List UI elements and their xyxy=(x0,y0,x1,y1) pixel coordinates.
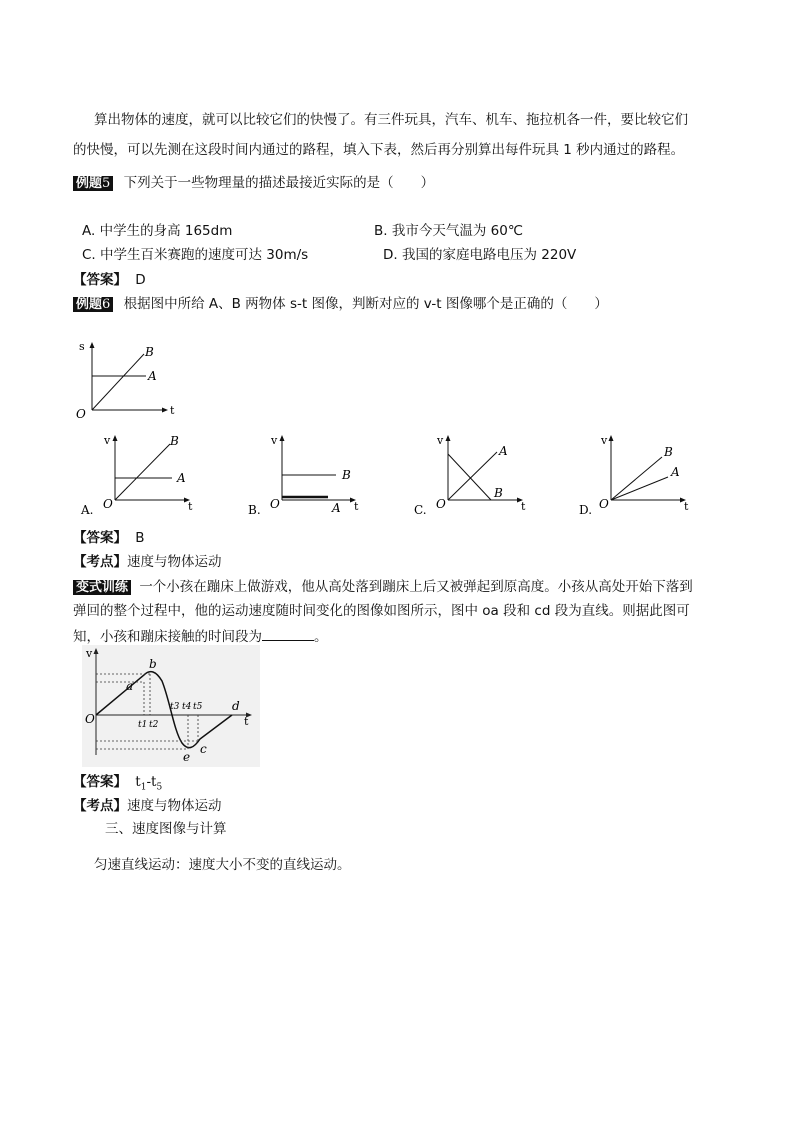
variant-text-1: 一个小孩在蹦床上做游戏，他从高处落到蹦床上后又被弹起到原高度。小孩从高处开始下落到 xyxy=(139,579,693,595)
line-b-label: B xyxy=(664,445,673,459)
line-b xyxy=(92,354,144,410)
v-label: v xyxy=(86,647,93,660)
line-a xyxy=(611,477,668,500)
origin-label: O xyxy=(103,497,113,511)
line-b-label: B xyxy=(494,486,503,500)
option-b-graph xyxy=(246,430,366,520)
intro-line-1: 算出物体的速度，就可以比较它们的快慢了。有三件玩具，汽车、机车、拖拉机各一件，要比较它们 xyxy=(94,112,688,128)
t-axis-arrow-icon xyxy=(162,408,168,413)
line-a-label: A xyxy=(148,369,157,383)
example-6-answer-line xyxy=(73,529,145,547)
trampoline-v-t-graph xyxy=(82,645,260,767)
section-3-text: 匀速直线运动：速度大小不变的直线运动。 xyxy=(94,857,351,873)
point-label: 【考点】 xyxy=(73,798,127,814)
origin-label: O xyxy=(270,497,280,511)
point-value: 速度与物体运动 xyxy=(127,798,222,814)
option-b-label: B. xyxy=(248,503,261,517)
example-5-option-b: B. 我市今天气温为 60℃ xyxy=(374,223,523,239)
variant-point-line xyxy=(73,797,222,815)
t1-label: t1 xyxy=(138,720,148,730)
section-3-heading: 三、速度图像与计算 xyxy=(105,821,227,837)
answer-value: $t_1-t_5$ xyxy=(135,774,163,793)
origin-label: O xyxy=(85,712,95,726)
variant-answer-line xyxy=(73,773,162,797)
t2-label: t2 xyxy=(149,720,159,730)
example-5-question-line xyxy=(73,174,434,192)
line-b xyxy=(611,457,662,500)
point-label: 【考点】 xyxy=(73,554,127,570)
line-b xyxy=(115,444,170,500)
v-axis-arrow-icon xyxy=(446,435,451,441)
line-a-label: A xyxy=(177,471,186,485)
line-b-label: B xyxy=(342,468,351,482)
point-e-label: e xyxy=(183,750,191,764)
v-axis-arrow-icon xyxy=(609,435,614,441)
example-6-question-line xyxy=(73,295,608,313)
answer-value: B xyxy=(135,530,145,546)
v-axis-arrow-icon xyxy=(113,435,118,441)
line-a-label: A xyxy=(332,501,341,515)
example-6-tag: 例题6 xyxy=(73,297,113,312)
answer-value: D xyxy=(135,272,146,288)
line-a xyxy=(448,452,497,500)
line-b-label: B xyxy=(145,345,154,359)
t-label: t xyxy=(521,500,526,513)
option-d-label: D. xyxy=(579,503,593,517)
example-5-option-a: A. 中学生的身高 165dm xyxy=(82,223,233,239)
example-5-option-d: D. 我国的家庭电路电压为 220V xyxy=(383,247,577,263)
option-a-label: A. xyxy=(81,503,94,517)
t4-label: t4 xyxy=(182,702,192,712)
t-label: t xyxy=(188,500,193,513)
t-label: t xyxy=(244,715,249,728)
v-label: v xyxy=(437,434,444,447)
option-c-graph xyxy=(411,430,531,520)
answer-blank xyxy=(262,626,314,641)
t-label: t xyxy=(354,500,359,513)
v-label: v xyxy=(104,434,111,447)
t5-label: t5 xyxy=(193,702,203,712)
point-a-label: a xyxy=(126,679,134,693)
t3-label: t3 xyxy=(170,702,180,712)
s-t-graph xyxy=(70,338,190,420)
v-label: v xyxy=(601,434,608,447)
s-label: s xyxy=(79,340,85,353)
s-axis-arrow-icon xyxy=(90,342,95,348)
line-b-label: B xyxy=(170,434,179,448)
variant-line-3 xyxy=(73,626,328,646)
example-5-question: 下列关于一些物理量的描述最接近实际的是（ ） xyxy=(123,175,435,191)
intro-line-2: 的快慢，可以先测在这段时间内通过的路程，填入下表，然后再分别算出每件玩具 1 秒内通过的路程。 xyxy=(73,142,685,158)
example-5-tag: 例题5 xyxy=(73,176,113,191)
t-label: t xyxy=(170,404,175,417)
origin-label: O xyxy=(599,497,609,511)
origin-label: O xyxy=(436,497,446,511)
line-a-label: A xyxy=(499,444,508,458)
example-5-option-c: C. 中学生百米赛跑的速度可达 30m/s xyxy=(82,247,309,263)
t-label: t xyxy=(684,500,689,513)
option-a-graph xyxy=(78,430,198,520)
variant-text-3: 知，小孩和蹦床接触的时间段为 xyxy=(73,629,262,645)
variant-tag: 变式训练 xyxy=(73,580,131,595)
point-d-label: d xyxy=(232,699,240,713)
answer-label: 【答案】 xyxy=(73,272,127,288)
v-axis-arrow-icon xyxy=(280,435,285,441)
v-label: v xyxy=(271,434,278,447)
option-c-label: C. xyxy=(414,503,427,517)
example-5-answer-line xyxy=(73,271,146,289)
point-b-label: b xyxy=(149,657,157,671)
line-a-label: A xyxy=(671,465,680,479)
variant-line-2: 弹回的整个过程中，他的运动速度随时间变化的图像如图所示，图中 oa 段和 cd 段为直线。则据此图可 xyxy=(73,603,690,619)
point-c-label: c xyxy=(200,742,207,756)
option-d-graph xyxy=(576,430,696,520)
example-6-point-line xyxy=(73,553,222,571)
origin-label: O xyxy=(76,407,86,420)
variant-line-1 xyxy=(73,578,693,596)
answer-label: 【答案】 xyxy=(73,774,127,790)
variant-text-3-end: 。 xyxy=(314,629,328,645)
answer-label: 【答案】 xyxy=(73,530,127,546)
point-value: 速度与物体运动 xyxy=(127,554,222,570)
example-6-question: 根据图中所给 A、B 两物体 s-t 图像，判断对应的 v-t 图像哪个是正确的（ ） xyxy=(123,296,608,312)
